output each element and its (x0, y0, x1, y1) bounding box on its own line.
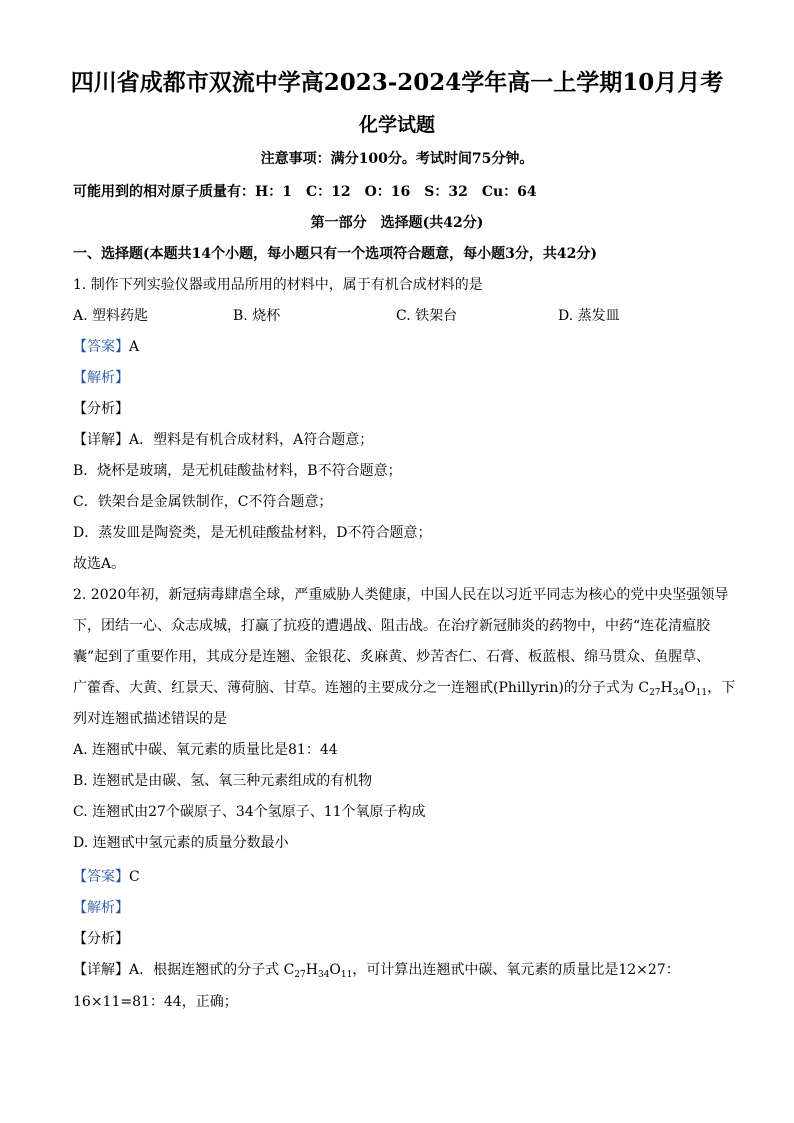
q1-option-c: C. 铁架台 (396, 308, 458, 324)
q1-detail-a: 【详解】A．塑料是有机合成材料，A符合题意； (73, 432, 374, 448)
q2-fenxi-tag: 【分析】 (73, 931, 129, 947)
q2-option-d: D. 连翘甙中氢元素的质量分数最小 (73, 835, 289, 851)
q1-answer-value: A (129, 339, 140, 355)
q2-stem-line-5: 列对连翘甙描述错误的是 (73, 711, 227, 727)
q1-answer (73, 336, 721, 358)
section-heading: 一、选择题(本题共14个小题，每小题只有一个选项符合题意，每小题3分，共42分) (73, 246, 597, 262)
q2-stem-line-1: 2. 2020年初，新冠病毒肆虐全球，严重威胁人类健康，中国人民在以习近平同志为核心的党中央坚强领导 (73, 587, 729, 603)
q1-detail-b: B．烧杯是玻璃，是无机硅酸盐材料，B不符合题意； (73, 463, 402, 479)
q2-detail-formula: $C_{27}H_{34}O_{11}$ (283, 962, 353, 980)
q2-answer (73, 866, 721, 888)
q1-detail-c: C．铁架台是金属铁制作，C不符合题意； (73, 494, 333, 510)
q2-option-b: B. 连翘甙是由碳、氢、氧三种元素组成的有机物 (73, 773, 373, 789)
q2-detail-b: 16×11=81：44，正确； (73, 994, 238, 1010)
q2-stem-line-4: 广藿香、大黄、红景天、薄荷脑、甘草。连翘的主要成分之一连翘甙(Phillyrin)的分子式为 $C_{27}H_{34}O_{11}$，下 (73, 680, 736, 698)
q2-option-c: C. 连翘甙由27个碳原子、34个氢原子、11个氧原子构成 (73, 804, 426, 820)
q2-stem-line-3: 囊”起到了重要作用，其成分是连翘、金银花、炙麻黄、炒苦杏仁、石膏、板蓝根、绵马贯众、鱼腥草、 (73, 649, 711, 665)
q1-detail-tag: 【详解】 (73, 432, 129, 448)
q2-detail-tag: 【详解】 (73, 962, 129, 978)
q2-option-a: A. 连翘甙中碳、氧元素的质量比是81：44 (73, 742, 338, 758)
q1-conclusion: 故选A。 (73, 556, 126, 572)
exam-notice: 注意事项：满分100分。考试时间75分钟。 (260, 151, 534, 167)
document-title: 四川省成都市双流中学高2023-2024学年高一上学期10月月考 (70, 69, 724, 96)
atomic-masses: 可能用到的相对原子质量有：H：1 C：12 O：16 S：32 Cu：64 (73, 184, 537, 200)
q1-option-b: B. 烧杯 (233, 308, 281, 324)
part-heading: 第一部分 选择题(共42分) (310, 215, 484, 231)
q2-answer-value: C (129, 869, 140, 885)
q1-answer-tag: 【答案】 (73, 339, 129, 355)
q1-fenxi-tag: 【分析】 (73, 401, 129, 417)
q2-stem-line-2: 下，团结一心、众志成城，打赢了抗疫的遭遇战、阻击战。在治疗新冠肺炎的药物中，中药“连花清瘟胶 (73, 618, 711, 634)
q1-detail-d: D．蒸发皿是陶瓷类，是无机硅酸盐材料，D不符合题意； (73, 525, 432, 541)
q1-analysis-tag: 【解析】 (73, 370, 129, 386)
q2-answer-tag: 【答案】 (73, 869, 129, 885)
q1-option-d: D. 蒸发皿 (558, 308, 620, 324)
q1-stem: 1. 制作下列实验仪器或用品所用的材料中，属于有机合成材料的是 (73, 277, 483, 293)
q2-detail-a: 【详解】A．根据连翘甙的分子式 $C_{27}H_{34}O_{11}$，可计算出连翘甙中碳、氧元素的质量比是12×27： (73, 962, 680, 980)
q1-option-a: A. 塑料药匙 (73, 308, 149, 324)
q2-formula: $C_{27}H_{34}O_{11}$ (638, 680, 708, 698)
q2-analysis-tag: 【解析】 (73, 900, 129, 916)
document-subtitle: 化学试题 (358, 114, 435, 136)
